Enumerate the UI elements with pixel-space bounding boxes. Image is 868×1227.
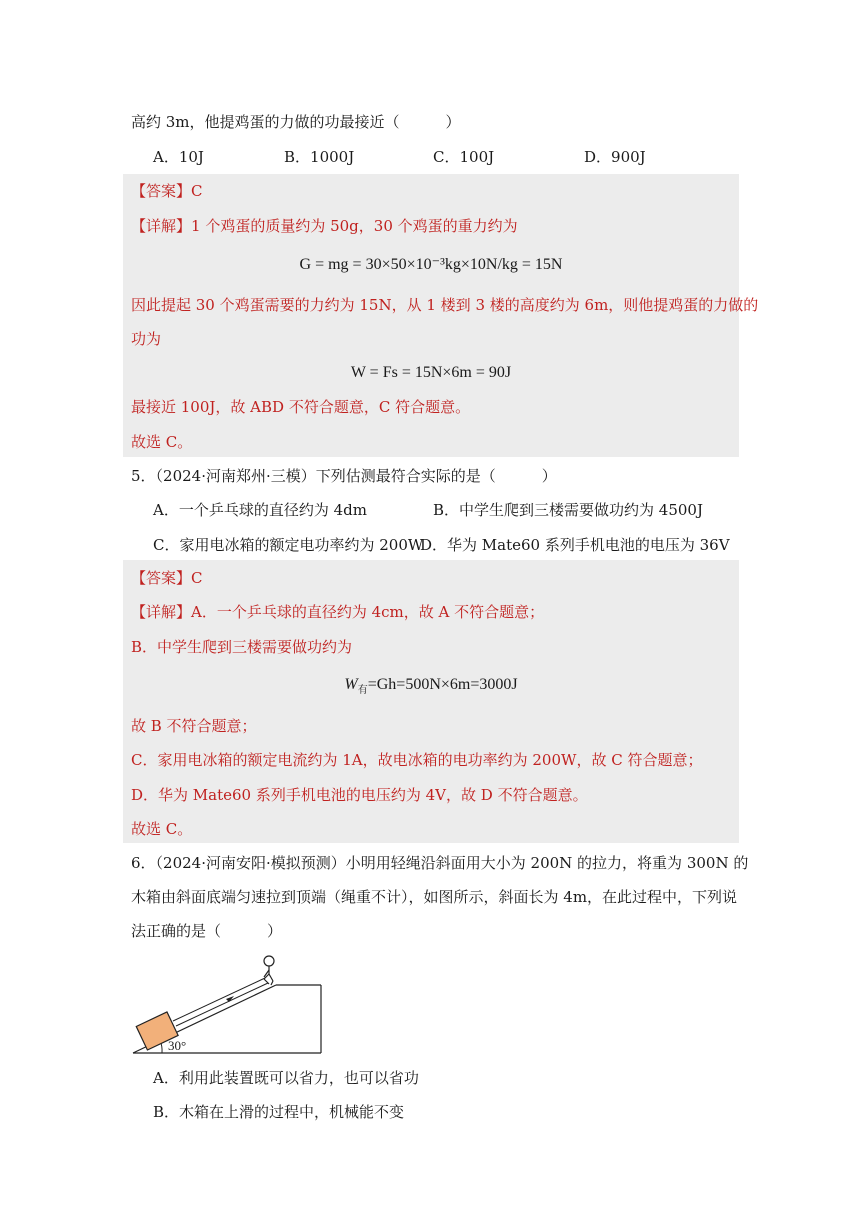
q4-detail-4: 最接近 100J，故 ABD 不符合题意，C 符合题意。 (131, 398, 471, 416)
q5-option-b[interactable]: B．中学生爬到三楼需要做功约为 4500J (433, 501, 703, 519)
q5-stem: 5．（2024·河南郑州·三模）下列估测最符合实际的是（ ） (131, 467, 557, 485)
angle-label: 30° (168, 1038, 187, 1053)
q5-option-c[interactable]: C．家用电冰箱的额定电功率约为 200W (153, 536, 424, 554)
person-figure (264, 956, 274, 985)
q4-option-c[interactable]: C．100J (433, 148, 495, 166)
q4-formula-work: W = Fs = 15N×6m = 90J (350, 364, 512, 381)
q6-option-b[interactable]: B．木箱在上滑的过程中，机械能不变 (153, 1103, 405, 1121)
q4-stem: 高约 3m，他提鸡蛋的力做的功最接近（ ） (131, 113, 461, 131)
q6-stem-line-2: 木箱由斜面底端匀速拉到顶端（绳重不计），如图所示，斜面长为 4m，在此过程中，下列说 (131, 888, 738, 906)
q6-stem-line-1: 6．（2024·河南安阳·模拟预测）小明用轻绳沿斜面用大小为 200N 的拉力，将重为 300N 的 (131, 854, 749, 872)
q5-option-d[interactable]: D．华为 Mate60 系列手机电池的电压为 36V (420, 536, 730, 554)
q4-option-a[interactable]: A．10J (153, 148, 204, 166)
q4-detail-5: 故选 C。 (131, 433, 193, 451)
q4-detail-1: 【详解】1 个鸡蛋的质量约为 50g，30 个鸡蛋的重力约为 (131, 217, 518, 235)
q4-detail-3: 功为 (131, 330, 162, 348)
pull-rope (173, 978, 268, 1026)
q6-stem-line-3: 法正确的是（ ） (131, 922, 283, 940)
q5-detail-6: 故选 C。 (131, 820, 193, 838)
q4-answer: 【答案】C (131, 182, 203, 200)
q5-answer: 【答案】C (131, 569, 203, 587)
q5-detail-4: C．家用电冰箱的额定电流约为 1A，故电冰箱的电功率约为 200W，故 C 符合题意； (131, 751, 703, 769)
q5-detail-5: D．华为 Mate60 系列手机电池的电压约为 4V，故 D 不符合题意。 (131, 786, 588, 804)
q5-option-a[interactable]: A．一个乒乓球的直径约为 4dm (153, 501, 367, 519)
q5-detail-2: B．中学生爬到三楼需要做功约为 (131, 638, 353, 656)
q4-option-b[interactable]: B．1000J (284, 148, 355, 166)
q4-option-d[interactable]: D．900J (584, 148, 646, 166)
q4-formula-gravity: G = mg = 30×50×10⁻³kg×10N/kg = 15N (299, 256, 563, 273)
q5-detail-1: 【详解】A．一个乒乓球的直径约为 4cm，故 A 不符合题意； (131, 603, 545, 621)
incline-diagram (128, 950, 328, 1060)
q5-formula-work: $W_有=Gh=500N\times 6m=3000J$ (344, 676, 518, 697)
q5-detail-3: 故 B 不符合题意； (131, 717, 257, 735)
q4-detail-2: 因此提起 30 个鸡蛋需要的力约为 15N，从 1 楼到 3 楼的高度约为 6m，则他提鸡蛋的力做的 (131, 296, 759, 314)
q6-option-a[interactable]: A．利用此装置既可以省力，也可以省功 (153, 1069, 419, 1087)
